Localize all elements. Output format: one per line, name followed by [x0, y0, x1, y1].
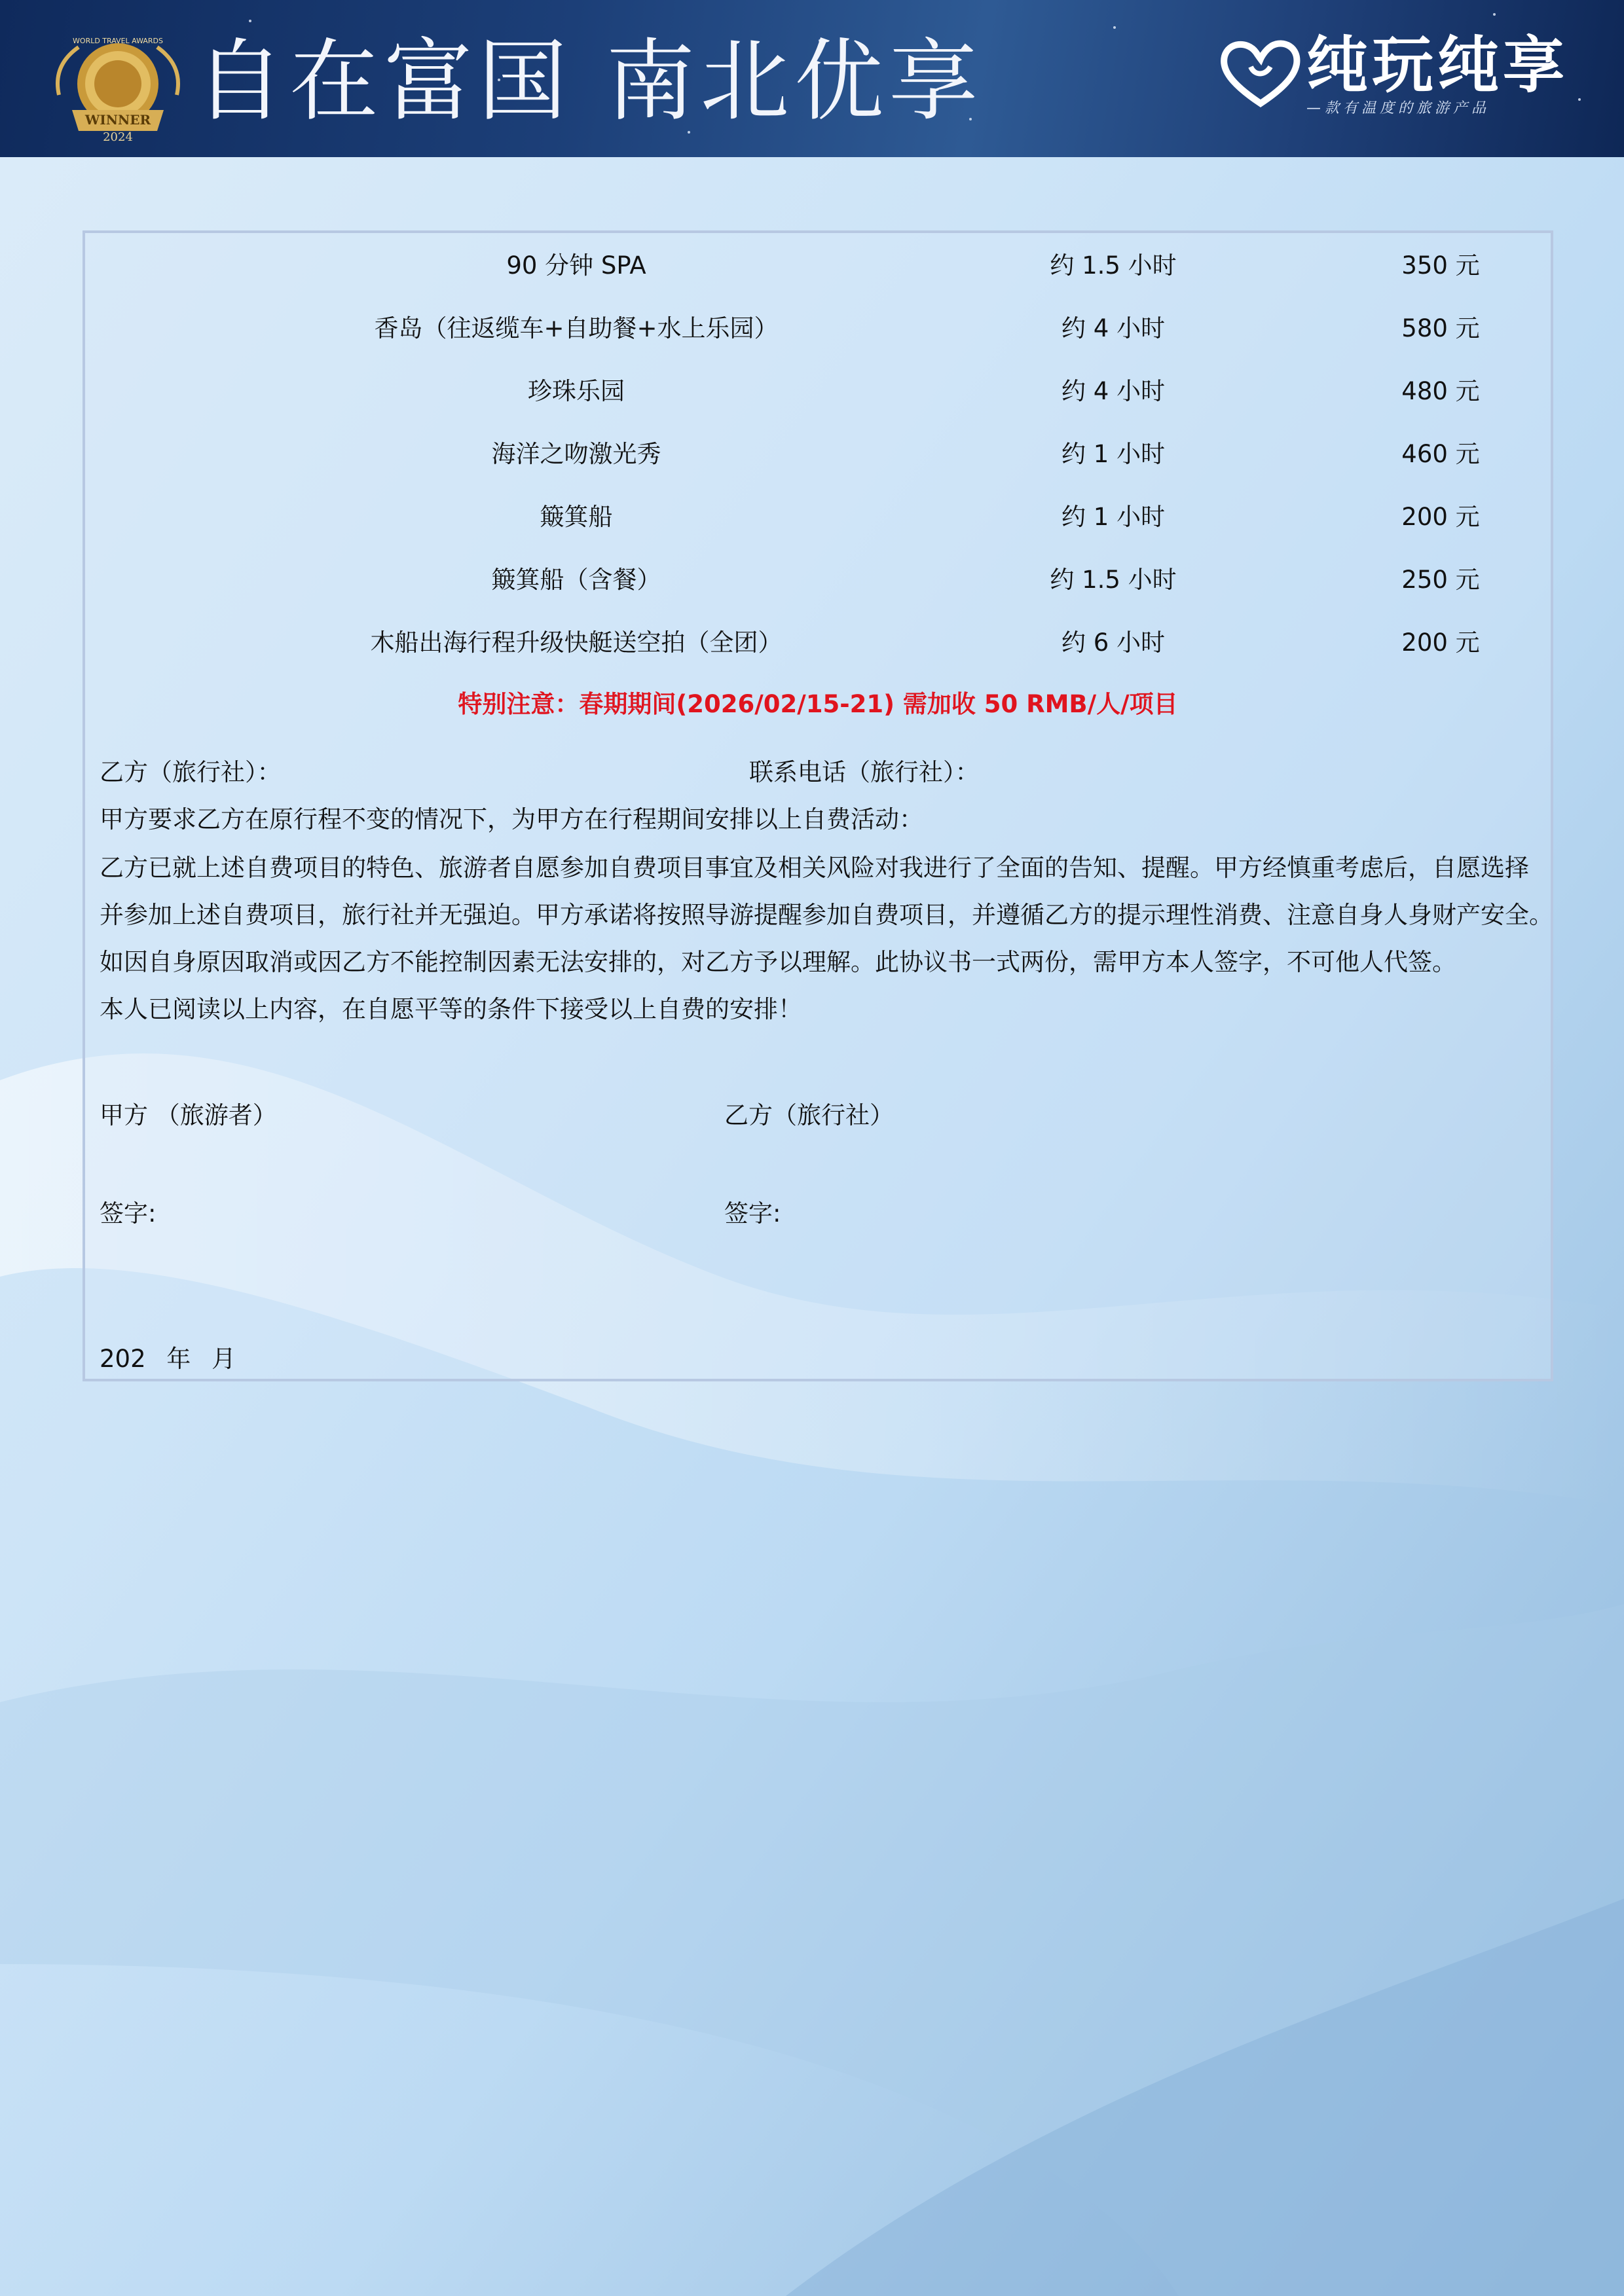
badge-top-text: WORLD TRAVEL AWARDS — [73, 37, 163, 45]
agreement-paragraph: 甲方要求乙方在原行程不变的情况下，为甲方在行程期间安排以上自费活动： — [100, 805, 923, 833]
table-row — [85, 549, 1551, 611]
party-a-signature: 签字: — [100, 1199, 157, 1228]
item-duration: 约 1.5 小时 — [1050, 566, 1177, 594]
party-b-signature: 签字: — [724, 1199, 781, 1228]
table-row — [85, 611, 1551, 674]
item-price: 480 元 — [1401, 377, 1480, 405]
table-row — [85, 486, 1551, 549]
date-line: 202 年 月 — [100, 1345, 236, 1373]
item-price: 350 元 — [1401, 251, 1480, 280]
agreement-paragraph: 本人已阅读以上内容，在自愿平等的条件下接受以上自费的安排！ — [100, 995, 802, 1023]
item-duration: 约 6 小时 — [1061, 629, 1166, 657]
page-title: 自在富国 南北优享 — [195, 30, 984, 134]
item-price: 580 元 — [1401, 314, 1480, 342]
item-price: 200 元 — [1401, 503, 1480, 531]
item-name: 珍珠乐园 — [528, 377, 625, 405]
agreement-paragraph: 乙方已就上述自费项目的特色、旅游者自愿参加自费项目事宜及相关风险对我进行了全面的告知、提醒。甲方经慎重考虑后，自愿选择 — [100, 854, 1529, 882]
item-name: 香岛（往返缆车+自助餐+水上乐园） — [374, 314, 779, 342]
item-price: 200 元 — [1401, 629, 1480, 657]
heart-icon — [1218, 38, 1303, 110]
world-travel-awards-badge — [46, 33, 190, 144]
agreement-panel — [83, 230, 1553, 1381]
badge-winner-text: WINNER — [84, 112, 151, 128]
item-name: 木船出海行程升级快艇送空拍（全团） — [370, 629, 783, 657]
party-b-label: 乙方（旅行社） — [724, 1101, 894, 1129]
badge-year-text: 2024 — [103, 130, 133, 144]
brand-slogan: —款有温度的旅游产品 — [1306, 100, 1490, 117]
party-a-label: 甲方 （旅游者） — [100, 1101, 277, 1129]
item-name: 90 分钟 SPA — [506, 251, 646, 280]
item-name: 簸箕船（含餐） — [491, 566, 661, 594]
item-price: 250 元 — [1401, 566, 1480, 594]
item-duration: 约 4 小时 — [1061, 314, 1166, 342]
table-row — [85, 297, 1551, 360]
item-name: 簸箕船 — [540, 503, 613, 531]
header-banner — [0, 0, 1624, 157]
item-duration: 约 1 小时 — [1061, 503, 1166, 531]
item-price: 460 元 — [1401, 440, 1480, 468]
surcharge-notice: 特别注意：春期期间(2026/02/15-21) 需加收 50 RMB/人/项目 — [458, 690, 1178, 718]
agency-phone-label: 联系电话（旅行社）： — [749, 758, 980, 786]
table-row — [85, 234, 1551, 297]
agency-label: 乙方（旅行社）： — [100, 758, 282, 786]
agreement-paragraph: 如因自身原因取消或因乙方不能控制因素无法安排的，对乙方予以理解。此协议书一式两份，需甲方本人签字，不可他人代签。 — [100, 948, 1456, 976]
agreement-paragraph: 并参加上述自费项目，旅行社并无强迫。甲方承诺将按照导游提醒参加自费项目，并遵循乙方的提示理性消费、注意自身人身财产安全。 — [100, 901, 1553, 929]
item-duration: 约 4 小时 — [1061, 377, 1166, 405]
item-duration: 约 1 小时 — [1061, 440, 1166, 468]
table-row — [85, 360, 1551, 423]
brand-logo — [1218, 26, 1569, 124]
item-name: 海洋之吻激光秀 — [491, 440, 661, 468]
item-duration: 约 1.5 小时 — [1050, 251, 1177, 280]
brand-name: 纯玩纯享 — [1306, 29, 1569, 101]
table-row — [85, 423, 1551, 486]
